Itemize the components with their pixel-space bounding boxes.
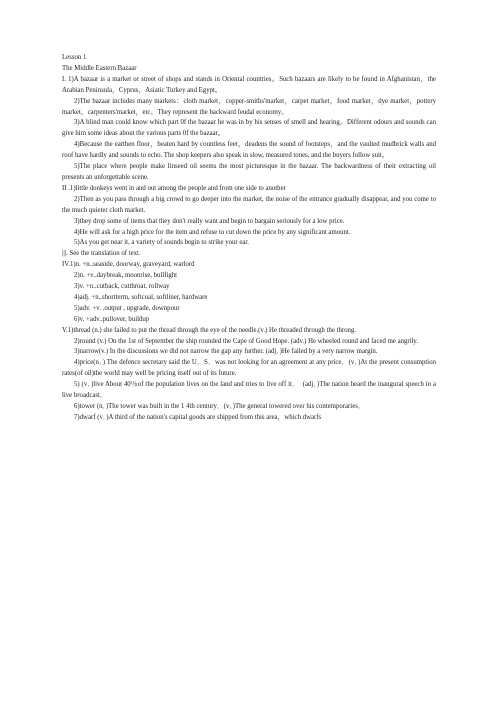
paragraph: 3)A blind man could know which part 0f the bazaar he was in by his senses of smell and hearing。Different odours and sounds can give him some ideas about the various parts 0f the bazaar。 bbox=[62, 119, 436, 138]
paragraph: II .1)little donkeys went in and out among the people and from one side to another bbox=[62, 184, 286, 192]
paragraph: 3)v. +n..cutback, cutthroat, rollway bbox=[74, 283, 170, 291]
paragraph: 6)v. +adv..pullover, buildup bbox=[74, 315, 150, 323]
paragraph: 4)He will ask for a high price for the item and refuse to cut down the price by any significant amount. bbox=[74, 228, 351, 236]
lesson-title: The Middle Eastern Bazaar bbox=[62, 64, 137, 72]
paragraph: 2)n. +v..daybreak, moonrise, bullfight bbox=[74, 272, 178, 280]
paragraph: 2)round (v.) On the 1st of September the ship rounded the Cape of Good Hope. (adv.) He wheeled round and faced me angrily. bbox=[74, 337, 419, 345]
paragraph: I. 1)A bazaar is a market or street of shops and stands in Oriental countries。Such bazaars are likely to be found in Afghanistan，the Arabian Peninsula，Cyprus，Asiatic Turkey and Egypt。 bbox=[62, 75, 436, 94]
document-page bbox=[62, 53, 436, 424]
paragraph: V.1)thread (n.) she failed to put the thread through the eye of the needle.(v.) He threaded through the throng. bbox=[62, 326, 357, 334]
paragraph: 5)As you get near it, a variety of sounds begin to strike your ear. bbox=[74, 239, 249, 247]
paragraph: 4)price(n．) The defence secretary said the U．S．was not looking for an agreement at any price．(v．)At the present consumption rates(of oil)the world may well be pricing itself out of its future. bbox=[62, 359, 436, 378]
paragraph: IV.1)n. +n..seaside, doorway, graveyard, warlord bbox=[62, 261, 195, 269]
paragraph: 2)Then as you pass through a big crowd to go deeper into the market, the noise of the entrance gradually disappear, and you come to the much quieter cloth market. bbox=[62, 195, 436, 214]
paragraph-list bbox=[62, 75, 436, 424]
paragraph: 5)adv. +v. .output , upgrade, downpour bbox=[74, 304, 180, 312]
paragraph: 4)adj. +n..shortterm, softcoal, softliner, hardware bbox=[74, 293, 208, 301]
paragraph: 4)Because the earthen floor，beaten hard by countless feet，deadens the sound of footsteps，and the vaulted mudbrick walls and roof have hardly and sounds to echo. The shop keepers also speak in slow, measured tones, and the buyers follow suit。 bbox=[62, 141, 436, 160]
paragraph: 3)narrow(v.) In the discussions we did not narrow the gap any further. (adj．)He failed by a very narrow margin. bbox=[74, 348, 378, 356]
paragraph: |||. See the translation of text. bbox=[62, 250, 141, 258]
paragraph: 7)dwarf (v．)A third of the nation's capital goods are shipped from this area，which dwarfs bbox=[74, 413, 322, 421]
paragraph: 6)tower (n．)The tower was built in the 1 4th century．(v．)The general towered over his contemporaries． bbox=[74, 403, 365, 410]
paragraph: 5) (v．)live About 40％of the population lives on the land and tries to live off it． (adj．)The nation heard the inaugural speech in a live broadcast． bbox=[62, 381, 436, 400]
paragraph: 2)The bazaar includes many markets：cloth market，copper-smiths'market，carpet market，food market，dye market，pottery market，carpenters'market，etc。They represent the backward feudal economy。 bbox=[62, 97, 436, 116]
paragraph: 5)The place where people make linseed oil seems the most picturesque in the bazaar. The backwardness of their extracting oil presents an unforgettable scene. bbox=[62, 163, 436, 181]
paragraph: 3)they drop some of items that they don't really want and begin to bargain seriously for a low price. bbox=[74, 217, 345, 225]
lesson-heading: Lesson 1 bbox=[62, 54, 87, 61]
